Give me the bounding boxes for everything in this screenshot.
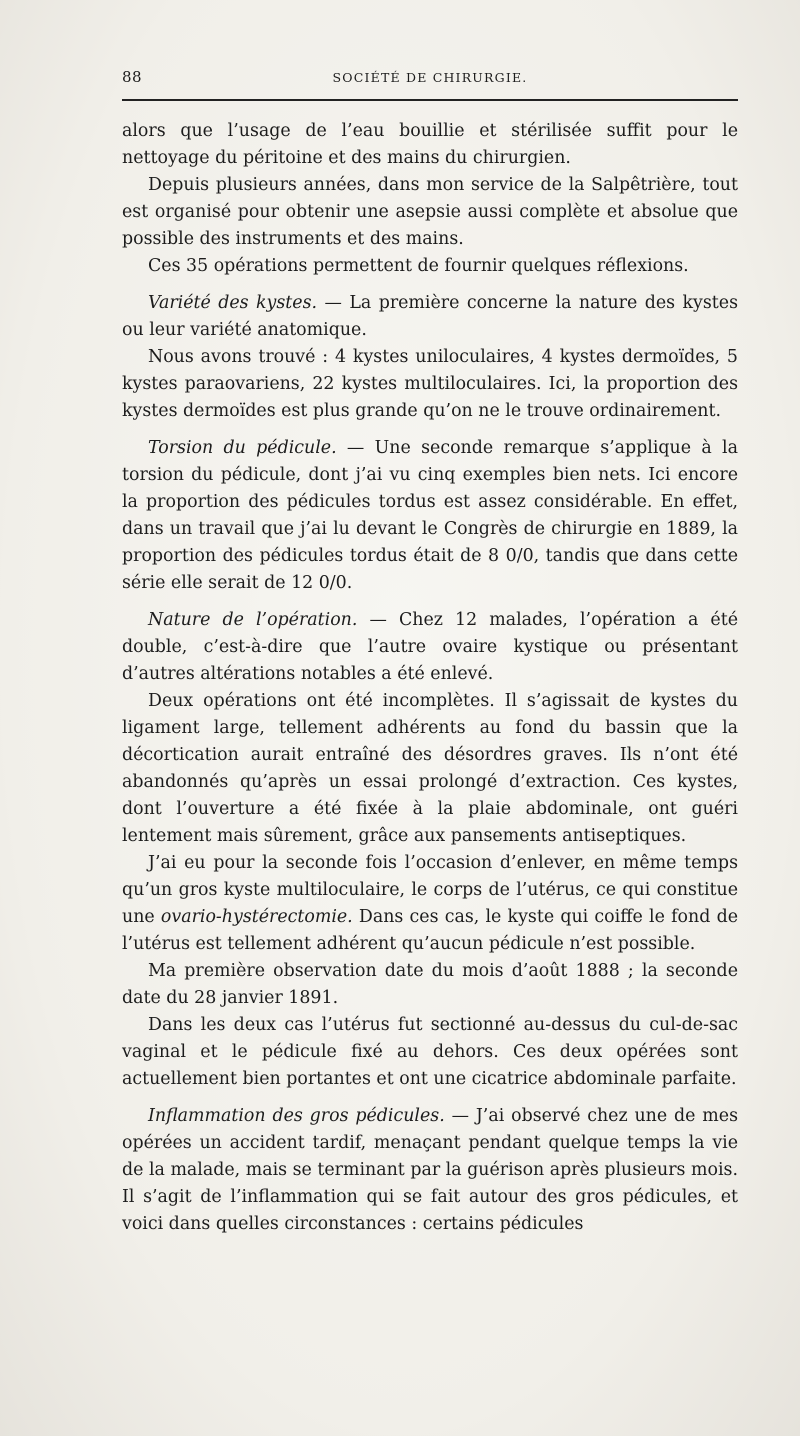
page-number: 88 <box>122 68 143 86</box>
section-heading: Torsion du pédicule. <box>148 438 337 458</box>
page-header <box>122 68 738 90</box>
section-paragraph: Torsion du pédicule. — Une seconde remarque s’applique à la torsion du pédicule, dont j’ai vu cinq exemples bien nets. Ici encore la proportion des pédicules tordus est assez considérable. En effet, dans un travail que j’ai lu devant le Congrès de chirurgie en 1889, la proportion des pédicules tordus était de 8 0/0, tandis que dans cette série elle serait de 12 0/0. <box>122 438 738 593</box>
paragraph: alors que l’usage de l’eau bouillie et stérilisée suffit pour le nettoyage du péritoine et des mains du chirurgien. <box>122 121 738 168</box>
section-paragraph: Variété des kystes. — La première concerne la nature des kystes ou leur variété anatomique. <box>122 293 738 340</box>
section-paragraph: Inflammation des gros pédicules. — J’ai observé chez une de mes opérées un accident tardif, menaçant pendant quelque temps la vie de la malade, mais se terminant par la guérison après plusieurs mois. Il s’agit de l’inflammation qui se fait autour des gros pédicules, et voici dans quelles circonstances : certains pédicules <box>122 1106 739 1234</box>
section-heading: Variété des kystes. <box>148 293 318 313</box>
paragraph: Dans les deux cas l’utérus fut sectionné au-dessus du cul-de-sac vaginal et le pédicule fixé au dehors. Ces deux opérées sont actuellement bien portantes et ont une cicatrice abdominale parfaite. <box>122 1015 738 1089</box>
section-heading: Inflammation des gros pédicules. <box>148 1106 445 1126</box>
section-heading: Nature de l’opération. <box>148 610 358 630</box>
emphasis-term: ovario-hystérectomie. <box>160 907 353 927</box>
body-text <box>122 118 738 1238</box>
paragraph: Depuis plusieurs années, dans mon service de la Salpêtrière, tout est organisé pour obtenir une asepsie aussi complète et absolue que possible des instruments et des mains. <box>122 175 738 249</box>
paragraph: Ma première observation date du mois d’août 1888 ; la seconde date du 28 janvier 1891. <box>122 961 738 1008</box>
paragraph: Deux opérations ont été incomplètes. Il s’agissait de kystes du ligament large, tellement adhérents au fond du bassin que la décortication aurait entraîné des désordres graves. Ils n’ont été abandonnés qu’après un essai prolongé d’extraction. Ces kystes, dont l’ouverture a été fixée à la plaie abdominale, ont guéri lentement mais sûrement, grâce aux pansements antiseptiques. <box>122 691 738 846</box>
header-rule <box>122 99 738 101</box>
section-paragraph: Nature de l’opération. — Chez 12 malades, l’opération a été double, c’est-à-dire que l’autre ovaire kystique ou présentant d’autres altérations notables a été enlevé. <box>122 610 738 684</box>
paragraph: J’ai eu pour la seconde fois l’occasion d’enlever, en même temps qu’un gros kyste multiloculaire, le corps de l’utérus, ce qui constitue une ovario-hystérectomie. Dans ces cas, le kyste qui coiffe le fond de l’utérus est tellement adhérent qu’aucun pédicule n’est possible. <box>122 853 738 954</box>
paragraph: Ces 35 opérations permettent de fournir quelques réflexions. <box>148 256 689 276</box>
running-title: SOCIÉTÉ DE CHIRURGIE. <box>332 70 528 85</box>
paragraph: Nous avons trouvé : 4 kystes uniloculaires, 4 kystes dermoïdes, 5 kystes paraovariens, 22 kystes multiloculaires. Ici, la proportion des kystes dermoïdes est plus grande qu’on ne le trouve ordinairement. <box>122 347 738 421</box>
